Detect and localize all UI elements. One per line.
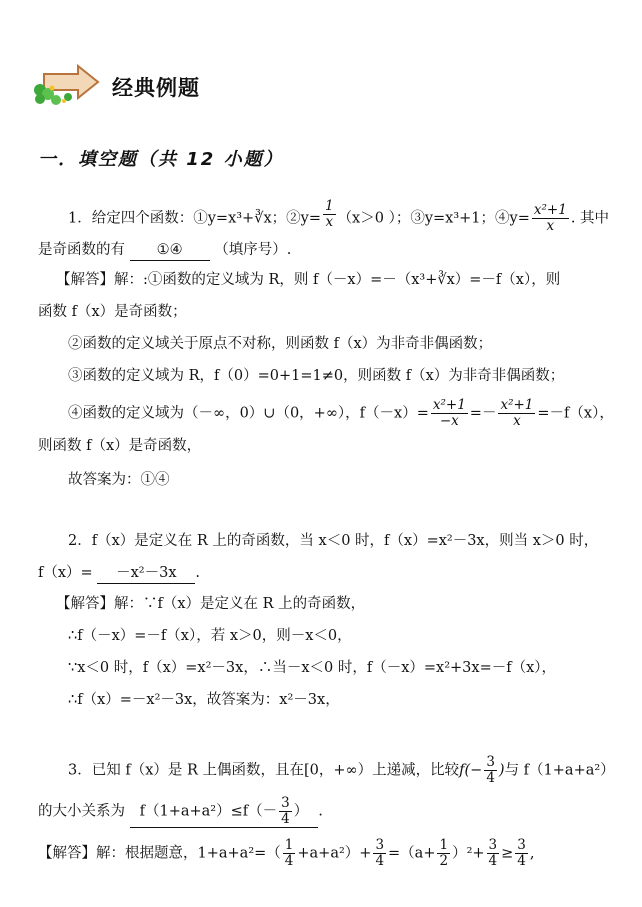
section-heading: 一．填空题（共 12 小题） [38,149,284,170]
q3-text: 的大小关系为 [38,803,125,820]
q2-text: . [195,565,200,581]
q3-text: ≥ [501,845,514,862]
q2-line-1: 2．f（x）是定义在 R 上的奇函数，当 x＜0 时，f（x）=x²－3x，则当 x＞0 时， [68,533,599,549]
q1-solution-7: 故答案为：①④ [68,472,170,488]
q1-text: （填序号）. [214,242,292,258]
q1-text: （x＞0 ）；③y=x³+1；④y= [337,210,530,227]
q3-line-1 [68,755,615,786]
q3-text: 与 f（1+a+a²） [504,762,615,779]
q3-fraction: $\frac{3}{4}$ [488,837,498,869]
q2-line-2 [38,563,200,584]
q1-text: . 其中 [570,210,610,227]
q1-text: ④函数的定义域为（－∞，0）∪（0，+∞），f（－x）= [68,405,429,422]
q2-answer-blank: －x²－3x [97,563,195,584]
page-title: 经典例题 [112,76,200,100]
q3-fraction: $\frac{3}{4}$ [375,837,385,869]
q1-text: 1．给定四个函数：①y=x³+∛x；②y= [68,210,321,227]
q3-fraction: $\frac{3}{4}$ [281,795,290,827]
q1-solution-4: ③函数的定义域为 R，f（0）=0+1=1≠0，则函数 f（x）为非奇非偶函数； [68,368,565,384]
q2-solution-4: ∴f（x）=－x²－3x，故答案为：x²－3x， [68,692,340,708]
q3-answer-blank: f（1+a+a²）≤f（－ $\frac{3}{4}$ ） [130,796,319,828]
q3-text: +a+a²）+ [297,845,372,862]
q1-fraction: $\frac{\text{x²+1}}{x}$ [533,202,567,234]
q3-line-2 [38,796,323,828]
q3-text: ) [498,762,505,779]
q3-text: =（a+ [388,845,436,862]
q1-fraction: $\frac{1}{x}$ [324,198,334,230]
q3-fraction: $\frac{1}{2}$ [439,837,449,869]
q1-text: 是奇函数的有 [38,242,125,258]
q2-text: f（x）= [38,565,93,581]
q2-solution-1: 【解答】解：∵f（x）是定义在 R 上的奇函数， [56,596,366,612]
q3-text: f(− [459,762,483,779]
q3-text: , [529,845,535,862]
q1-text: =－ [469,405,497,422]
q1-fraction: $\frac{\text{x²+1}}{x}$ [500,397,534,429]
q1-solution-2: 函数 f（x）是奇函数； [38,304,187,320]
q3-fraction: $\frac{3}{4}$ [517,837,526,869]
q1-fraction: $\frac{\text{x²+1}}{-x}$ [432,397,466,429]
q2-solution-3: ∵x＜0 时，f（x）=x²－3x，∴当－x＜0 时，f（－x）=x²+3x=－f（x）， [68,660,557,676]
q3-fraction: $\frac{3}{4}$ [486,754,495,786]
q3-fraction: $\frac{1}{4}$ [284,837,294,869]
q2-solution-2: ∴f（－x）=－f（x），若 x＞0，则－x＜0， [68,628,352,644]
logo-clover-arrow-icon [30,64,102,106]
q3-text: 【解答】解：根据题意，1+a+a²=（ [38,845,281,862]
q1-line-1 [68,198,610,234]
q3-text: ）²+ [452,845,485,862]
q1-solution-1: 【解答】解：:①函数的定义域为 R，则 f（－x）=－（x³+∛x）=－f（x），则 [56,272,561,288]
q1-line-2 [38,240,291,261]
q1-solution-6: 则函数 f（x）是奇函数， [38,438,202,454]
q1-answer-blank: ①④ [130,240,210,261]
q3-text: 3．已知 f（x）是 R 上偶函数，且在[0，+∞）上递减，比较 [68,762,460,779]
q1-solution-3: ②函数的定义域关于原点不对称，则函数 f（x）为非奇非偶函数； [68,336,493,352]
q3-text: . [318,803,323,820]
q1-solution-5 [68,398,614,429]
q3-solution-1 [38,838,535,869]
q1-text: =－f（x）， [537,405,614,422]
